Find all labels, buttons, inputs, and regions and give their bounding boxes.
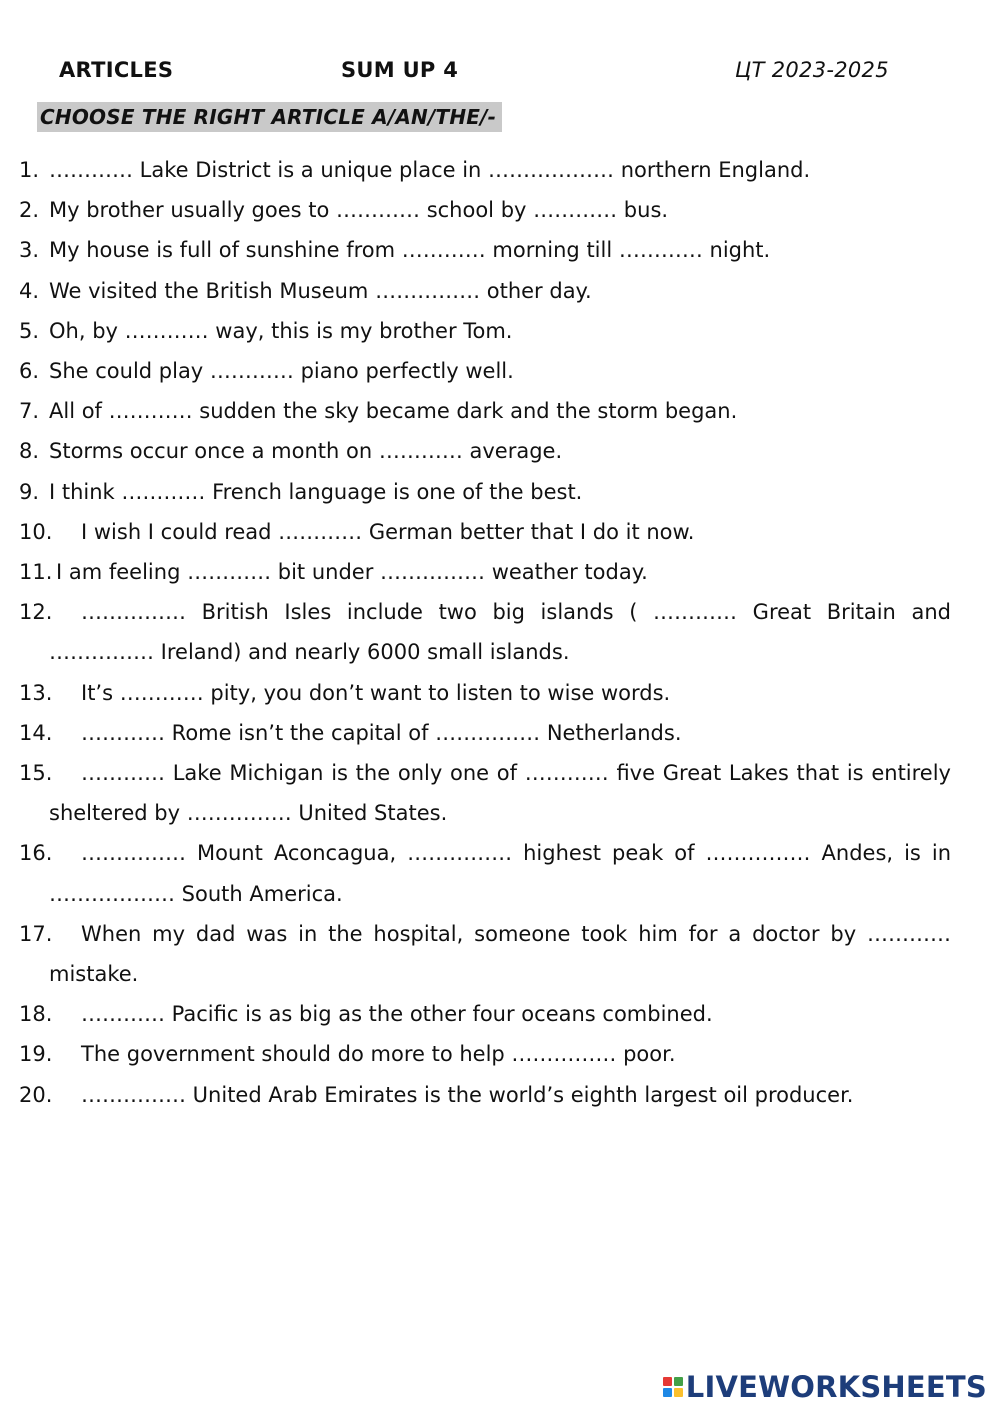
question-text[interactable]: I wish I could read ………… German better that I do it now. <box>81 519 695 544</box>
question-number: 5. <box>19 318 40 343</box>
question-item <box>19 472 951 512</box>
logo-square-yellow <box>674 1388 683 1397</box>
question-item <box>19 351 951 391</box>
question-text[interactable]: I think ………… French language is one of the best. <box>49 479 583 504</box>
question-text[interactable]: ………… Lake Michigan is the only one of ………… five Great Lakes that is entirely sheltered by …………… United States. <box>49 761 951 826</box>
logo-square-red <box>663 1377 672 1386</box>
question-text[interactable]: Storms occur once a month on ………… average. <box>49 439 563 464</box>
question-text[interactable]: Oh, by ………… way, this is my brother Tom. <box>49 318 513 343</box>
question-item <box>19 673 951 713</box>
question-text[interactable]: It’s ………… pity, you don’t want to listen to wise words. <box>81 680 671 705</box>
question-text[interactable]: ………… Pacific is as big as the other four oceans combined. <box>81 1002 713 1027</box>
question-text[interactable]: My brother usually goes to ………… school by ………… bus. <box>49 198 669 223</box>
question-item <box>19 753 951 833</box>
topic-title: ARTICLES <box>59 58 174 82</box>
liveworksheets-logo[interactable] <box>663 1370 987 1404</box>
logo-grid-icon <box>663 1377 683 1397</box>
question-text[interactable]: …………… Mount Aconcagua, …………… highest peak of …………… Andes, is in ……………… South America. <box>49 841 951 906</box>
question-number: 10. <box>19 519 53 544</box>
question-list <box>19 150 951 1115</box>
question-number: 19. <box>19 1042 53 1067</box>
question-item <box>19 512 951 552</box>
question-item <box>19 230 951 270</box>
question-item <box>19 592 951 672</box>
question-text[interactable]: All of ………… sudden the sky became dark and the storm began. <box>49 399 738 424</box>
question-number: 1. <box>19 158 40 182</box>
question-number: 9. <box>19 479 40 504</box>
question-item <box>19 391 951 431</box>
question-item <box>19 190 951 230</box>
question-text[interactable]: …………… United Arab Emirates is the world’s eighth largest oil producer. <box>81 1082 854 1107</box>
question-item <box>19 271 951 311</box>
question-number: 20. <box>19 1082 53 1107</box>
question-item <box>19 833 951 913</box>
question-text[interactable]: She could play ………… piano perfectly well. <box>49 359 514 384</box>
question-item <box>19 713 951 753</box>
question-number: 8. <box>19 439 40 464</box>
question-text[interactable]: My house is full of sunshine from ………… morning till ………… night. <box>49 238 771 263</box>
question-item <box>19 1034 951 1074</box>
question-text[interactable]: I am feeling ………… bit under …………… weather today. <box>56 560 648 585</box>
worksheet-header <box>0 58 999 88</box>
question-item <box>19 311 951 351</box>
question-number: 2. <box>19 198 40 223</box>
question-text[interactable]: ………… Lake District is a unique place in ……………… northern England. <box>49 158 811 182</box>
logo-square-green <box>674 1377 683 1386</box>
question-item <box>19 914 951 994</box>
question-number: 3. <box>19 238 40 263</box>
question-number: 4. <box>19 278 40 303</box>
question-text[interactable]: ………… Rome isn’t the capital of …………… Netherlands. <box>81 720 682 745</box>
question-number: 14. <box>19 720 53 745</box>
question-number: 13. <box>19 680 53 705</box>
instruction-banner: CHOOSE THE RIGHT ARTICLE A/AN/THE/- <box>37 102 502 132</box>
question-text[interactable]: …………… British Isles include two big islands ( ………… Great Britain and …………… Ireland) and nearly 6000 small islands. <box>49 600 951 665</box>
question-item <box>19 431 951 471</box>
question-number: 11. <box>19 560 53 585</box>
question-text[interactable]: When my dad was in the hospital, someone took him for a doctor by ………… mistake. <box>49 921 951 987</box>
question-number: 6. <box>19 359 40 384</box>
question-item <box>19 1075 951 1115</box>
question-item <box>19 994 951 1034</box>
question-number: 15. <box>19 761 53 786</box>
question-text[interactable]: We visited the British Museum …………… other day. <box>49 278 592 303</box>
question-item <box>19 552 951 592</box>
question-item <box>19 150 951 190</box>
exam-years: ЦТ 2023-2025 <box>735 58 889 82</box>
question-number: 17. <box>19 921 53 946</box>
question-number: 18. <box>19 1002 53 1027</box>
question-number: 7. <box>19 399 40 424</box>
question-text[interactable]: The government should do more to help …………… poor. <box>81 1042 676 1067</box>
question-number: 12. <box>19 600 53 625</box>
sheet-title: SUM UP 4 <box>341 58 459 82</box>
question-number: 16. <box>19 841 53 866</box>
logo-square-blue <box>663 1388 672 1397</box>
brand-name: LIVEWORKSHEETS <box>685 1370 987 1404</box>
